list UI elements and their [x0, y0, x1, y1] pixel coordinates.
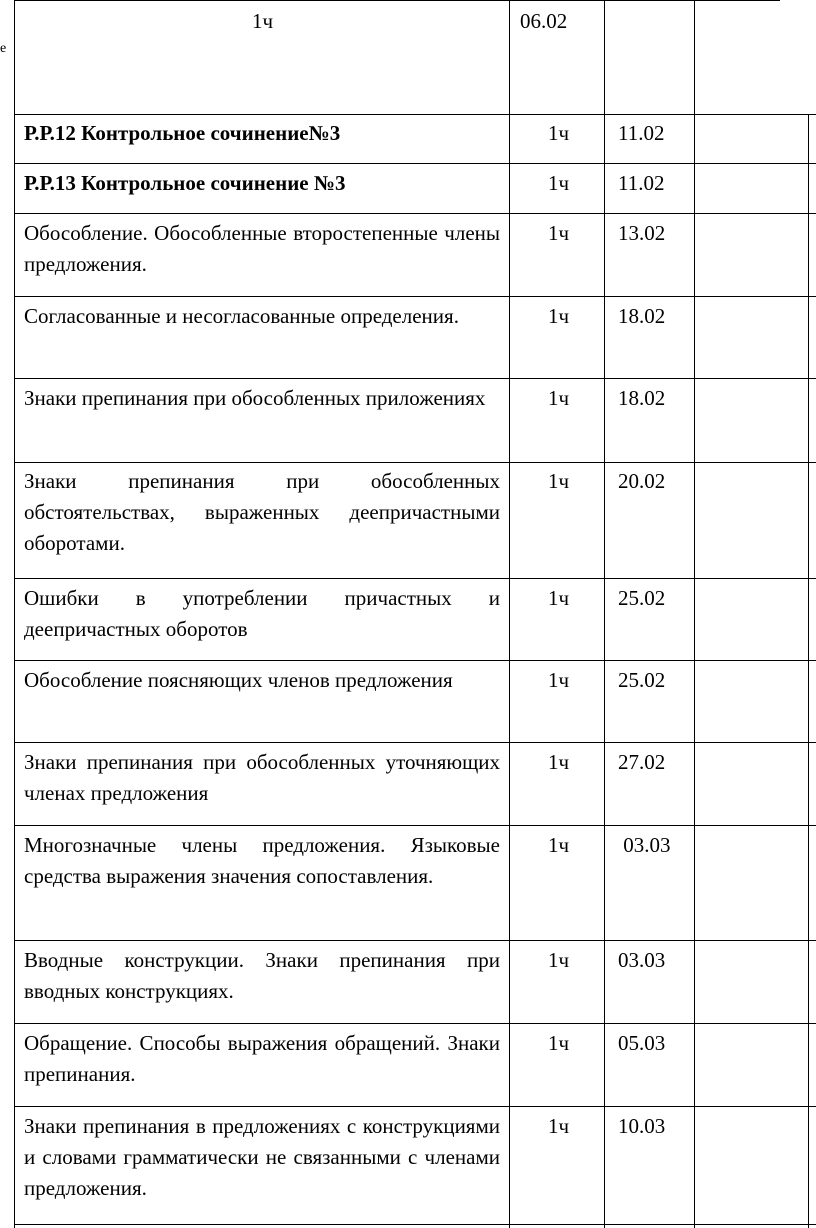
row-topic: Р.Р.13 Контрольное сочинение №3	[24, 171, 346, 195]
row-date: 05.03	[618, 1031, 666, 1055]
row-separator	[14, 213, 816, 214]
top-row-left-border	[14, 0, 15, 114]
top-row-divider-2	[604, 0, 605, 114]
row-separator	[14, 163, 816, 164]
top-row-top-border	[14, 0, 780, 1]
row-date: 18.02	[618, 386, 666, 410]
stray-mark: е	[0, 41, 7, 56]
row-topic: Обособление. Обособленные второстепенные члены предложения.	[24, 221, 500, 276]
row-date: 25.02	[618, 586, 666, 610]
top-row-bottom-border	[14, 114, 816, 115]
row-date: 13.02	[618, 221, 666, 245]
row-separator	[14, 1106, 816, 1107]
row-separator	[14, 296, 816, 297]
row-separator	[14, 940, 816, 941]
row-separator	[14, 462, 816, 463]
row-hours: 1ч	[548, 586, 570, 610]
table-left-border	[14, 114, 15, 1228]
date-col4-divider	[694, 114, 695, 1228]
row-date: 03.03	[618, 948, 666, 972]
row-hours: 1ч	[548, 833, 570, 857]
row-date: 03.03	[618, 833, 671, 857]
table-bottom-border	[14, 1224, 816, 1225]
top-row-date: 06.02	[520, 9, 568, 33]
row-topic: Согласованные и несогласованные определения.	[24, 304, 459, 328]
row-date: 18.02	[618, 304, 666, 328]
row-separator	[14, 378, 816, 379]
row-hours: 1ч	[548, 171, 570, 195]
row-topic: Многозначные члены предложения. Языковые средства выражения значения сопоставления.	[24, 833, 500, 888]
topic-hours-divider	[509, 114, 510, 1228]
row-hours: 1ч	[548, 469, 570, 493]
row-separator	[14, 1023, 816, 1024]
row-hours: 1ч	[548, 668, 570, 692]
row-date: 11.02	[618, 171, 665, 195]
row-hours: 1ч	[548, 304, 570, 328]
row-date: 27.02	[618, 750, 666, 774]
row-date: 10.03	[618, 1114, 666, 1138]
row-hours: 1ч	[548, 221, 570, 245]
row-topic: Знаки препинания при обособленных приложениях	[24, 386, 486, 410]
row-hours: 1ч	[548, 1031, 570, 1055]
row-separator	[14, 660, 816, 661]
row-topic: Знаки препинания при обособленных обстоятельствах, выраженных деепричастными оборотами.	[24, 469, 500, 555]
row-hours: 1ч	[548, 948, 570, 972]
row-hours: 1ч	[548, 386, 570, 410]
row-topic: Обращение. Способы выражения обращений. Знаки препинания.	[24, 1031, 500, 1086]
row-hours: 1ч	[548, 121, 570, 145]
col4-col5-divider	[808, 114, 809, 1228]
row-hours: 1ч	[548, 750, 570, 774]
row-topic: Обособление поясняющих членов предложения	[24, 668, 453, 692]
row-separator	[14, 742, 816, 743]
row-hours: 1ч	[548, 1114, 570, 1138]
row-date: 25.02	[618, 668, 666, 692]
row-topic: Знаки препинания в предложениях с конструкциями и словами грамматически не связанными с членами предложения.	[24, 1114, 500, 1200]
top-row-divider-1	[509, 0, 510, 114]
row-topic: Знаки препинания при обособленных уточняющих членах предложения	[24, 750, 500, 805]
top-row-divider-3	[694, 0, 695, 114]
row-topic: Вводные конструкции. Знаки препинания при вводных конструкциях.	[24, 948, 500, 1003]
row-separator	[14, 578, 816, 579]
row-topic: Ошибки в употреблении причастных и деепричастных оборотов	[24, 586, 500, 641]
top-row-hours: 1ч	[252, 9, 274, 33]
row-topic: Р.Р.12 Контрольное сочинение№3	[24, 121, 341, 145]
row-date: 11.02	[618, 121, 665, 145]
hours-date-divider	[604, 114, 605, 1228]
row-date: 20.02	[618, 469, 666, 493]
row-separator	[14, 825, 816, 826]
